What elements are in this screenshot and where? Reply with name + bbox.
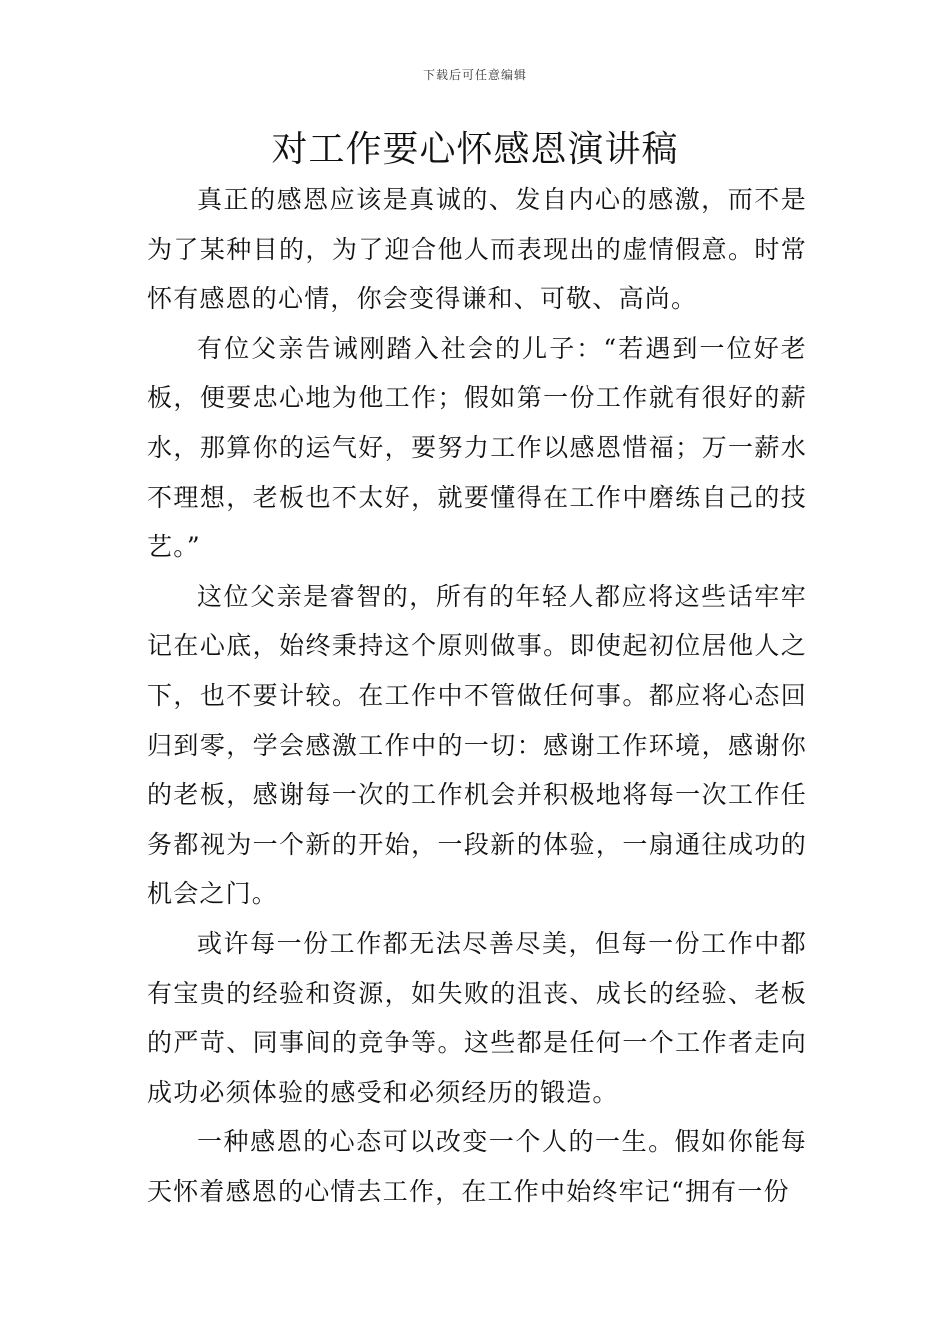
paragraph-1: 真正的感恩应该是真诚的、发自内心的感激，而不是为了某种目的，为了迎合他人而表现出的虚情假意。时常怀有感恩的心情，你会变得谦和、可敬、高尚。 [147,185,807,314]
paragraph-4: 或许每一份工作都无法尽善尽美，但每一份工作中都有宝贵的经验和资源，如失败的沮丧、成长的经验、老板的严苛、同事间的竞争等。这些都是任何一个工作者走向成功必须体验的感受和必须经历的锻造。 [147,928,807,1107]
paragraph-5: 一种感恩的心态可以改变一个人的一生。假如你能每天怀着感恩的心情去工作，在工作中始终牢记“拥有一份 [147,1127,807,1206]
page-title: 对工作要心怀感恩演讲稿 [271,129,679,170]
paragraph-2: 有位父亲告诫刚踏入社会的儿子：“若遇到一位好老板，便要忠心地为他工作；假如第一份工作就有很好的薪水，那算你的运气好，要努力工作以感恩惜福；万一薪水不理想，老板也不太好，就要懂得在工作中磨练自己的技艺。” [147,333,807,562]
document-body [147,175,807,1216]
paragraph-3: 这位父亲是睿智的，所有的年轻人都应将这些话牢牢记在心底，始终秉持这个原则做事。即使起初位居他人之下，也不要计较。在工作中不管做任何事。都应将心态回归到零，学会感激工作中的一切：感谢工作环境，感谢你的老板，感谢每一次的工作机会并积极地将每一次工作任务都视为一个新的开始，一段新的体验，一扇通往成功的机会之门。 [147,581,807,909]
header-note: 下载后可任意编辑 [422,68,527,82]
